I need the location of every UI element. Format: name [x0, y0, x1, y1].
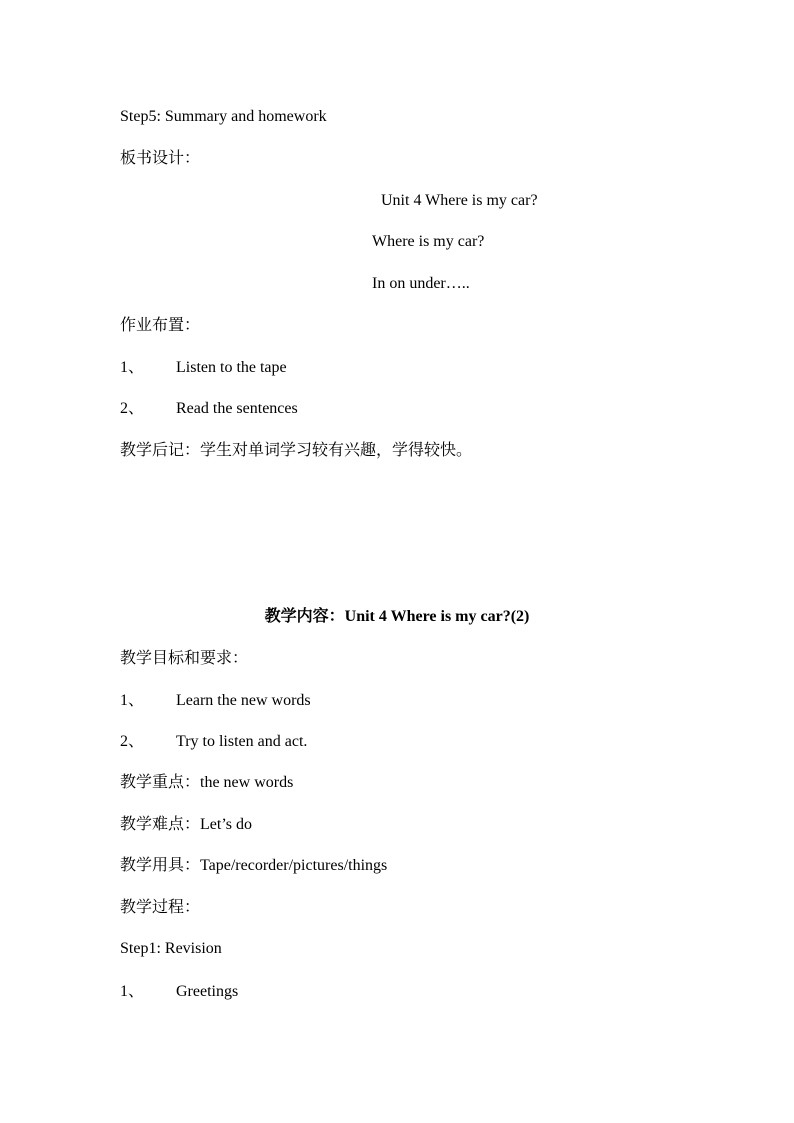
step1-heading: Step1: Revision: [120, 940, 222, 957]
list-text: Greetings: [176, 983, 239, 1000]
board-line-question: Where is my car?: [372, 233, 485, 250]
teaching-tools: 教学用具：Tape/recorder/pictures/things: [120, 857, 388, 874]
list-text: Learn the new words: [176, 692, 311, 709]
list-number: 1、: [120, 692, 145, 709]
list-text: Read the sentences: [176, 400, 298, 417]
homework-item-1: [120, 358, 287, 378]
goal-item-1: [120, 691, 311, 711]
board-line-title: Unit 4 Where is my car?: [381, 192, 538, 209]
homework-label: 作业布置：: [120, 317, 201, 334]
lesson-title: 教学内容：Unit 4 Where is my car?(2): [264, 608, 530, 625]
key-point: 教学重点：the new words: [120, 774, 294, 791]
goals-label: 教学目标和要求：: [120, 650, 249, 667]
homework-item-2: [120, 399, 298, 419]
teaching-reflection: 教学后记：学生对单词学习较有兴趣，学得较快。: [120, 442, 473, 459]
process-label: 教学过程：: [120, 899, 201, 916]
list-number: 1、: [120, 359, 145, 376]
board-design-label: 板书设计：: [120, 150, 201, 167]
difficult-point: 教学难点：Let’s do: [120, 816, 252, 833]
board-line-prepositions: In on under…..: [372, 275, 470, 292]
list-number: 1、: [120, 983, 145, 1000]
list-number: 2、: [120, 733, 145, 750]
list-number: 2、: [120, 400, 145, 417]
process-item-1: [120, 982, 238, 1002]
step5-heading: Step5: Summary and homework: [120, 108, 327, 125]
list-text: Try to listen and act.: [176, 733, 308, 750]
goal-item-2: [120, 732, 307, 752]
list-text: Listen to the tape: [176, 359, 287, 376]
